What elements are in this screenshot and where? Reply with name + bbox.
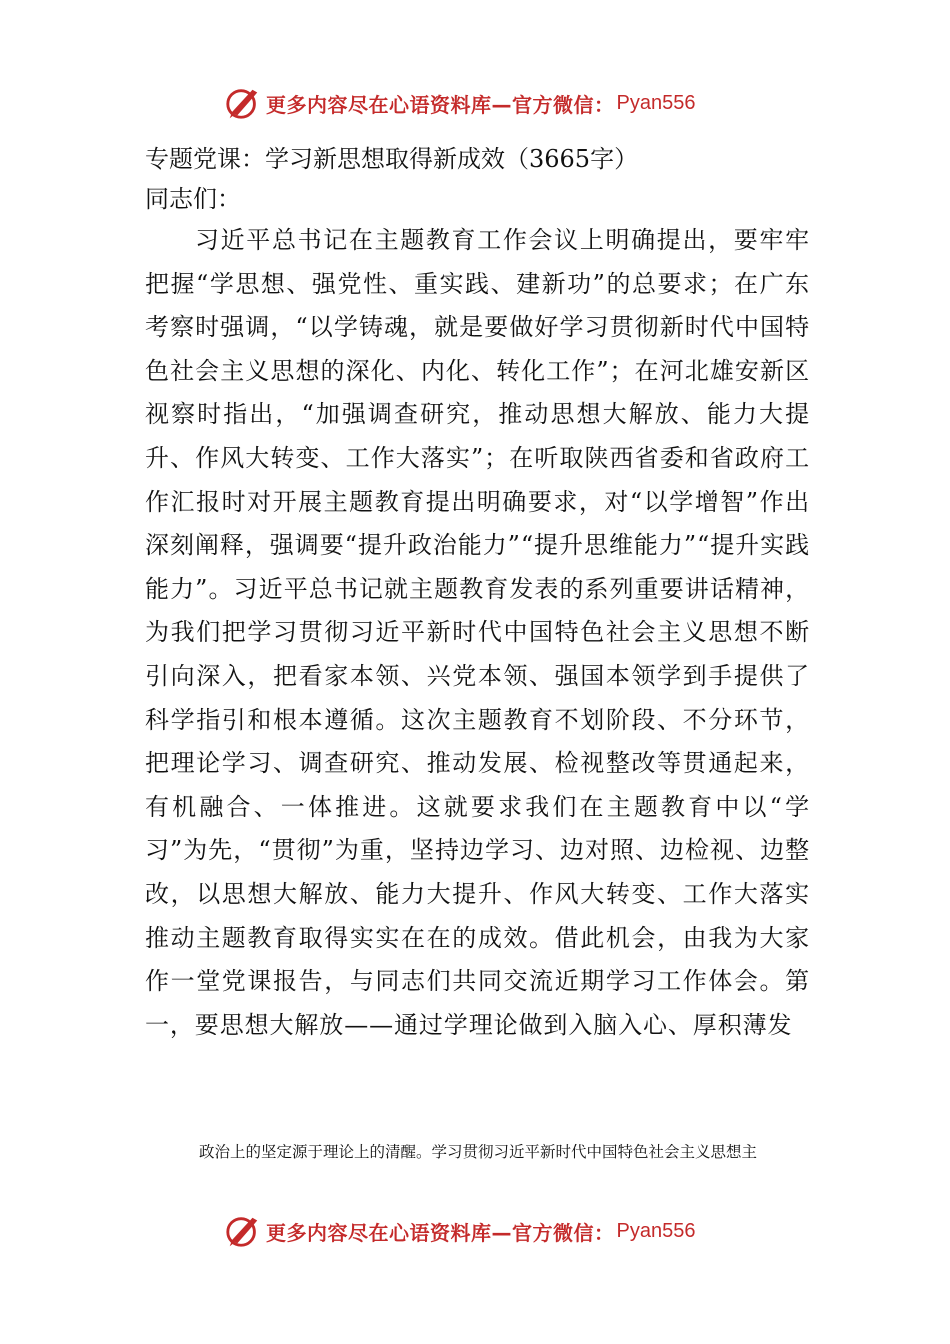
pen-circle-logo-icon (224, 1212, 262, 1250)
continuation-text: 政治上的坚定源于理论上的清醒。学习贯彻习近平新时代中国特色社会主义思想主 (199, 1143, 758, 1161)
pen-circle-logo-icon (224, 84, 262, 122)
watermark-banner-bottom (224, 1211, 695, 1251)
salutation: 同志们： (145, 185, 241, 213)
body-paragraph: 习近平总书记在主题教育工作会议上明确提出，要牢牢把握“学思想、强党性、重实践、建新功”的总要求；在广东考察时强调，“以学铸魂，就是要做好学习贯彻新时代中国特色社会主义思想的深化、内化、转化工作”；在河北雄安新区视察时指出，“加强调查研究，推动思想大解放、能力大提升、作风大转变、工作大落实”；在听取陕西省委和省政府工作汇报时对开展主题教育提出明确要求，对“以学增智”作出深刻阐释，强调要“提升政治能力”“提升思维能力”“提升实践能力”。习近平总书记就主题教育发表的系列重要讲话精神，为我们把学习贯彻习近平新时代中国特色社会主义思想不断引向深入，把看家本领、兴党本领、强国本领学到手提供了科学指引和根本遵循。这次主题教育不划阶段、不分环节，把理论学习、调查研究、推动发展、检视整改等贯通起来，有机融合、一体推进。这就要求我们在主题教育中以“学习”为先，“贯彻”为重，坚持边学习、边对照、边检视、边整改，以思想大解放、能力大提升、作风大转变、工作大落实推动主题教育取得实实在在的成效。借此机会，由我为大家作一堂党课报告，与同志们共同交流近期学习工作体会。第一，要思想大解放——通过学理论做到入脑入心、厚积薄发 (145, 226, 810, 1039)
watermark-handle: Pyan556 (616, 1219, 696, 1242)
watermark-banner-top (224, 83, 695, 123)
watermark-text: 更多内容尽在心语资料库—官方微信： (266, 1220, 615, 1245)
document-title: 专题党课：学习新思想取得新成效（3665字） (145, 145, 639, 173)
watermark-text: 更多内容尽在心语资料库—官方微信： (266, 92, 615, 117)
watermark-handle: Pyan556 (616, 91, 696, 114)
document-body (145, 139, 810, 1047)
